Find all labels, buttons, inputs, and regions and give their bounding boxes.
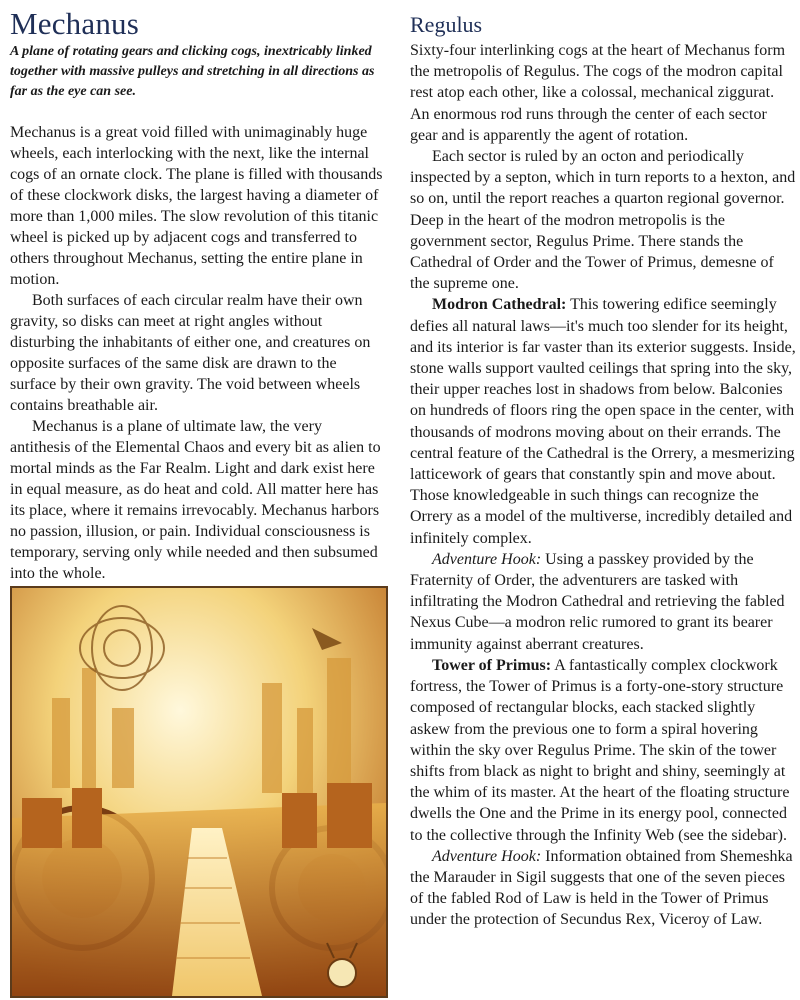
- illustration-image: [12, 588, 386, 996]
- tower-paragraph: [410, 655, 796, 846]
- mechanus-paragraph-3: Mechanus is a plane of ultimate law, the very antithesis of the Elemental Chaos and every bit as alien to mortal minds as the Far Realm. Light and dark exist here in equal measure, as do heat and cold. All matter here has its place, where it remains irrevocably. Mechanus harbors no passion, illusion, or pain. Individual consciousness is temporary, serving only while needed and then subsumed into the whole.: [10, 418, 381, 582]
- section-heading-regulus: Regulus: [410, 12, 483, 37]
- hook-lead-1: Adventure Hook:: [432, 550, 542, 568]
- regulus-body: [410, 40, 796, 931]
- hook-text-2: Information obtained from Shemeshka the Marauder in Sigil suggests that one of the seven pieces of the fabled Rod of Law is held in the Tower of Primus under the protection of Secundus Rex, Viceroy of Law.: [410, 847, 793, 929]
- mechanus-body: [10, 122, 385, 584]
- hook-paragraph-2: [410, 846, 796, 931]
- mechanus-illustration: [10, 586, 388, 998]
- hook-lead-2: Adventure Hook:: [432, 847, 542, 865]
- mechanus-paragraph-2: Both surfaces of each circular realm have their own gravity, so disks can meet at right angles without disturbing the inhabitants of either one, and creatures on opposite surfaces of the same disk are drawn to the surface by their own gravity. The void between wheels contains breathable air.: [10, 292, 371, 414]
- regulus-paragraph-1: Sixty-four interlinking cogs at the heart of Mechanus form the metropolis of Regulus. The cogs of the modron capital rest atop each other, like a colossal, mechanical ziggurat. An enormous rod runs through the center of each sector gear and is apparently the agent of rotation.: [410, 42, 786, 144]
- cathedral-lead: Modron Cathedral:: [432, 296, 567, 314]
- tower-text: A fantastically complex clockwork fortress, the Tower of Primus is a forty-one-story structure composed of rectangular blocks, each stacked slightly askew from the previous one to form a spiral hovering within the sky over Regulus Prime. The skin of the tower shifts from black as night to bright and shiny, seemingly at the whim of its master. At the heart of the floating structure dwells the One and the Prime in its energy pool, connected to the collective through the Infinity Web (see the sidebar).: [410, 656, 790, 844]
- cathedral-text: This towering edifice seemingly defies all natural laws—it's much too slender for its height, and its interior is far vaster than its exterior suggests. Inside, stone walls support vaulted ceilings that spring into the sky, their upper reaches lost in shadows from below. Balconies on hundreds of floors ring the open space in the center, with thousands of modrons moving about on their errands. The central feature of the Cathedral is the Orrery, a mesmerizing latticework of gears that constantly spin and move about. Those knowledgeable in such things can recognize the Orrery as a model of the multiverse, incredibly detailed and infinitely complex.: [410, 296, 796, 547]
- regulus-paragraph-2: Each sector is ruled by an octon and periodically inspected by a septon, which in turn reports to a hexton, and so on, until the report reaches a quarton regional governor. Deep in the heart of the modron metropolis is the government sector, Regulus Prime. There stands the Cathedral of Order and the Tower of Primus, demesne of the supreme one.: [410, 148, 796, 293]
- plane-subtitle: A plane of rotating gears and clicking cogs, inextricably linked together with massive pulleys and stretching in all directions as far as the eye can see.: [10, 44, 375, 99]
- hook-text-1: Using a passkey provided by the Fraternity of Order, the adventurers are tasked with infiltrating the Modron Cathedral and retrieving the fabled Nexus Cube—a modron relic rumored to grant its bearer immunity against aberrant creatures.: [410, 550, 785, 653]
- page-title: Mechanus: [10, 6, 140, 41]
- cathedral-paragraph: [410, 294, 796, 548]
- tower-lead: Tower of Primus:: [432, 656, 552, 674]
- mechanus-paragraph-1: Mechanus is a great void filled with unimaginably huge wheels, each interlocking with the next, like the internal cogs of an ornate clock. The plane is filled with thousands of these clockwork disks, the largest having a diameter of more than 1,000 miles. The slow revolution of this titanic wheel is picked up by adjacent cogs and transferred to others throughout Mechanus, setting the entire plane in motion.: [10, 124, 383, 288]
- hook-paragraph-1: [410, 549, 796, 655]
